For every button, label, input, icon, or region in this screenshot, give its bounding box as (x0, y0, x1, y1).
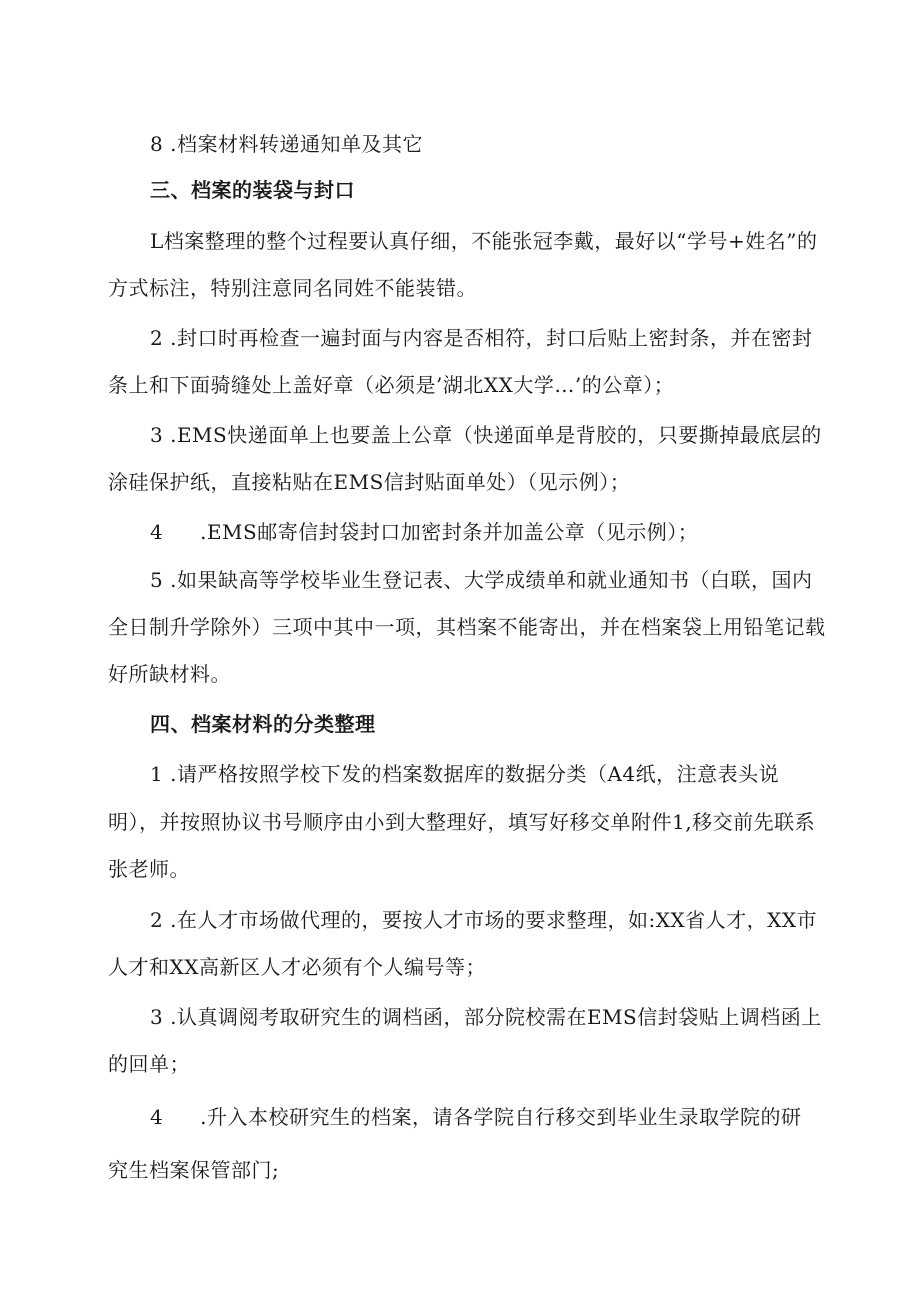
list-item-1 (150, 760, 812, 788)
list-item-3 (150, 1003, 822, 1031)
paragraph-line: L档案整理的整个过程要认真仔细，不能张冠李戴，最好以“学号+姓名”的 (150, 229, 818, 253)
list-item-5 (150, 566, 812, 594)
list-item-2 (150, 906, 818, 934)
paragraph-line: 人才和XX高新区人才必须有个人编号等； (108, 955, 486, 979)
item-number: 1 (150, 762, 164, 786)
item-text: .在人才市场做代理的，要按人才市场的要求整理，如:XX省人才，XX市 (170, 908, 818, 932)
item-text: .如果缺高等学校毕业生登记表、大学成绩单和就业通知书（白联，国内 (170, 568, 813, 592)
item-text: .请严格按照学校下发的档案数据库的数据分类（A4纸，注意表头说 (170, 762, 780, 786)
item-text: .封口时再检查一遍封面与内容是否相符，封口后贴上密封条，并在密封 (170, 326, 813, 350)
item-text: .认真调阅考取研究生的调档函，部分院校需在EMS信封袋贴上调档函上 (170, 1005, 822, 1029)
item-number: 2 (150, 908, 164, 932)
item-text: .EMS邮寄信封袋封口加密封条并加盖公章（见示例）； (200, 520, 699, 544)
item-number: 4 (150, 1105, 164, 1129)
item-number: 3 (150, 423, 164, 447)
item-number: 8 (150, 132, 164, 156)
paragraph-line: 张老师。 (108, 857, 190, 881)
list-item-2 (150, 324, 812, 352)
paragraph-line: 好所缺材料。 (108, 662, 231, 686)
paragraph-line: 方式标注，特别注意同名同姓不能装错。 (108, 276, 477, 300)
item-text: .EMS快递面单上也要盖上公章（快递面单是背胶的，只要撕掉最底层的 (170, 423, 822, 447)
item-number: 5 (150, 568, 164, 592)
section-3-heading: 三、档案的装袋与封口 (150, 178, 355, 202)
list-item-8 (150, 130, 812, 158)
list-item-4 (150, 1103, 812, 1131)
item-number: 4 (150, 520, 164, 544)
paragraph-line: 究生档案保管部门; (108, 1158, 280, 1182)
paragraph-line: 的回单； (108, 1052, 190, 1076)
item-number: 3 (150, 1005, 164, 1029)
list-item-3 (150, 421, 822, 449)
section-4-heading: 四、档案材料的分类整理 (150, 712, 376, 736)
paragraph-line: 明），并按照协议书号顺序由小到大整理好，填写好移交单附件1,移交前先联系 (108, 810, 816, 834)
item-text: .档案材料转递通知单及其它 (170, 132, 423, 156)
paragraph-line: 涂硅保护纸，直接粘贴在EMS信封贴面单处）（见示例）； (108, 470, 631, 494)
list-item-4 (150, 518, 812, 546)
paragraph-line: 条上和下面骑缝处上盖好章（必须是’湖北XX大学…’的公章）； (108, 373, 675, 397)
item-text: .升入本校研究生的档案，请各学院自行移交到毕业生录取学院的研 (200, 1105, 802, 1129)
paragraph-line: 全日制升学除外）三项中其中一项，其档案不能寄出，并在档案袋上用铅笔记载 (108, 615, 826, 639)
item-number: 2 (150, 326, 164, 350)
